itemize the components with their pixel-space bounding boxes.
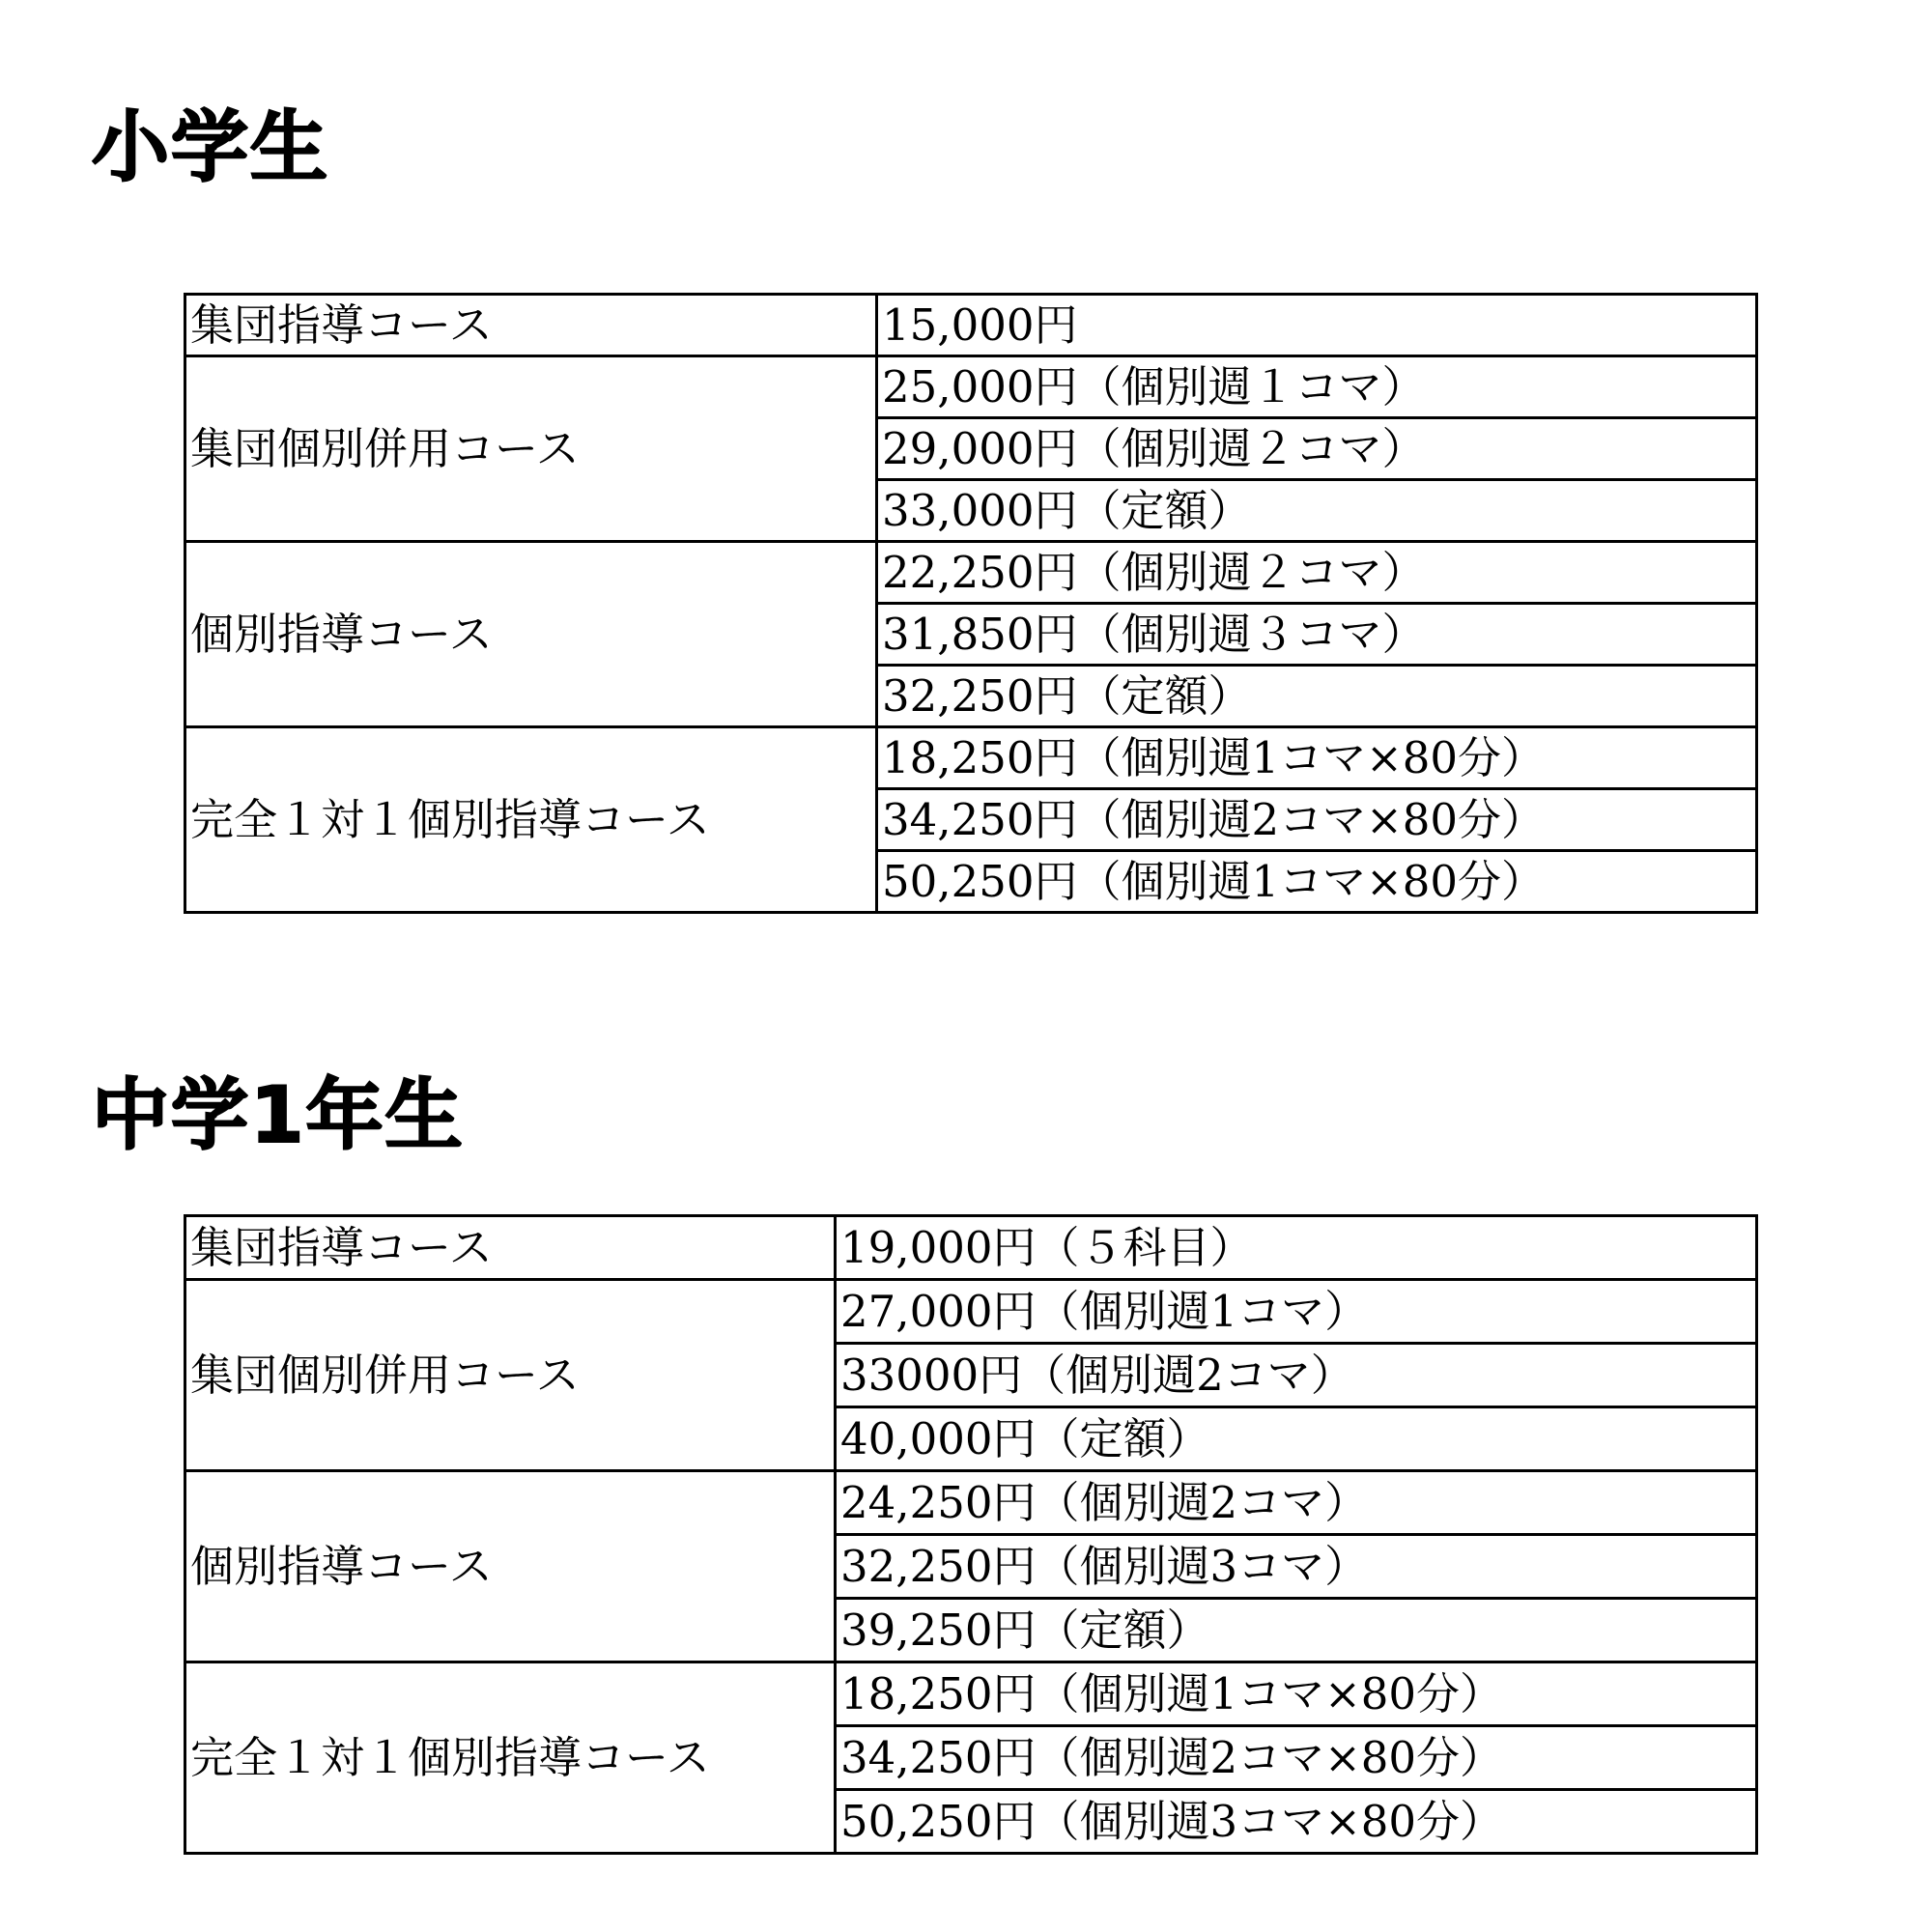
course-name-cell: 完全１対１個別指導コース <box>185 1662 836 1854</box>
course-name-cell: 完全１対１個別指導コース <box>185 727 877 913</box>
price-cell: 39,250円（定額） <box>836 1599 1757 1662</box>
table-row <box>185 295 1757 356</box>
price-cell: 50,250円（個別週3コマ×80分） <box>836 1790 1757 1854</box>
table-row <box>185 727 1757 789</box>
fee-table-elementary <box>184 293 1758 914</box>
price-cell: 34,250円（個別週2コマ×80分） <box>877 789 1757 851</box>
course-name-cell: 個別指導コース <box>185 542 877 727</box>
section-heading-elementary: 小学生 <box>92 102 329 192</box>
price-cell: 18,250円（個別週1コマ×80分） <box>836 1662 1757 1726</box>
price-cell: 24,250円（個別週2コマ） <box>836 1471 1757 1535</box>
price-cell: 40,000円（定額） <box>836 1407 1757 1471</box>
course-name-cell: 集団指導コース <box>185 1216 836 1280</box>
price-cell: 18,250円（個別週1コマ×80分） <box>877 727 1757 789</box>
price-cell: 33000円（個別週2コマ） <box>836 1344 1757 1407</box>
price-cell: 32,250円（定額） <box>877 666 1757 727</box>
price-cell: 22,250円（個別週２コマ） <box>877 542 1757 604</box>
price-cell: 33,000円（定額） <box>877 480 1757 542</box>
table-row <box>185 542 1757 604</box>
table-row <box>185 1662 1757 1726</box>
table-row <box>185 1216 1757 1280</box>
price-cell: 32,250円（個別週3コマ） <box>836 1535 1757 1599</box>
price-cell: 25,000円（個別週１コマ） <box>877 356 1757 418</box>
table-row <box>185 1280 1757 1344</box>
price-cell: 29,000円（個別週２コマ） <box>877 418 1757 480</box>
price-cell: 19,000円（５科目） <box>836 1216 1757 1280</box>
price-cell: 31,850円（個別週３コマ） <box>877 604 1757 666</box>
table-row <box>185 356 1757 418</box>
price-cell: 50,250円（個別週1コマ×80分） <box>877 851 1757 913</box>
fee-table-junior-high-1 <box>184 1214 1758 1855</box>
price-cell: 27,000円（個別週1コマ） <box>836 1280 1757 1344</box>
price-cell: 15,000円 <box>877 295 1757 356</box>
table-row <box>185 1471 1757 1535</box>
section-heading-junior-high-1: 中学1年生 <box>92 1070 465 1160</box>
course-name-cell: 集団個別併用コース <box>185 356 877 542</box>
price-cell: 34,250円（個別週2コマ×80分） <box>836 1726 1757 1790</box>
course-name-cell: 個別指導コース <box>185 1471 836 1662</box>
course-name-cell: 集団個別併用コース <box>185 1280 836 1471</box>
course-name-cell: 集団指導コース <box>185 295 877 356</box>
